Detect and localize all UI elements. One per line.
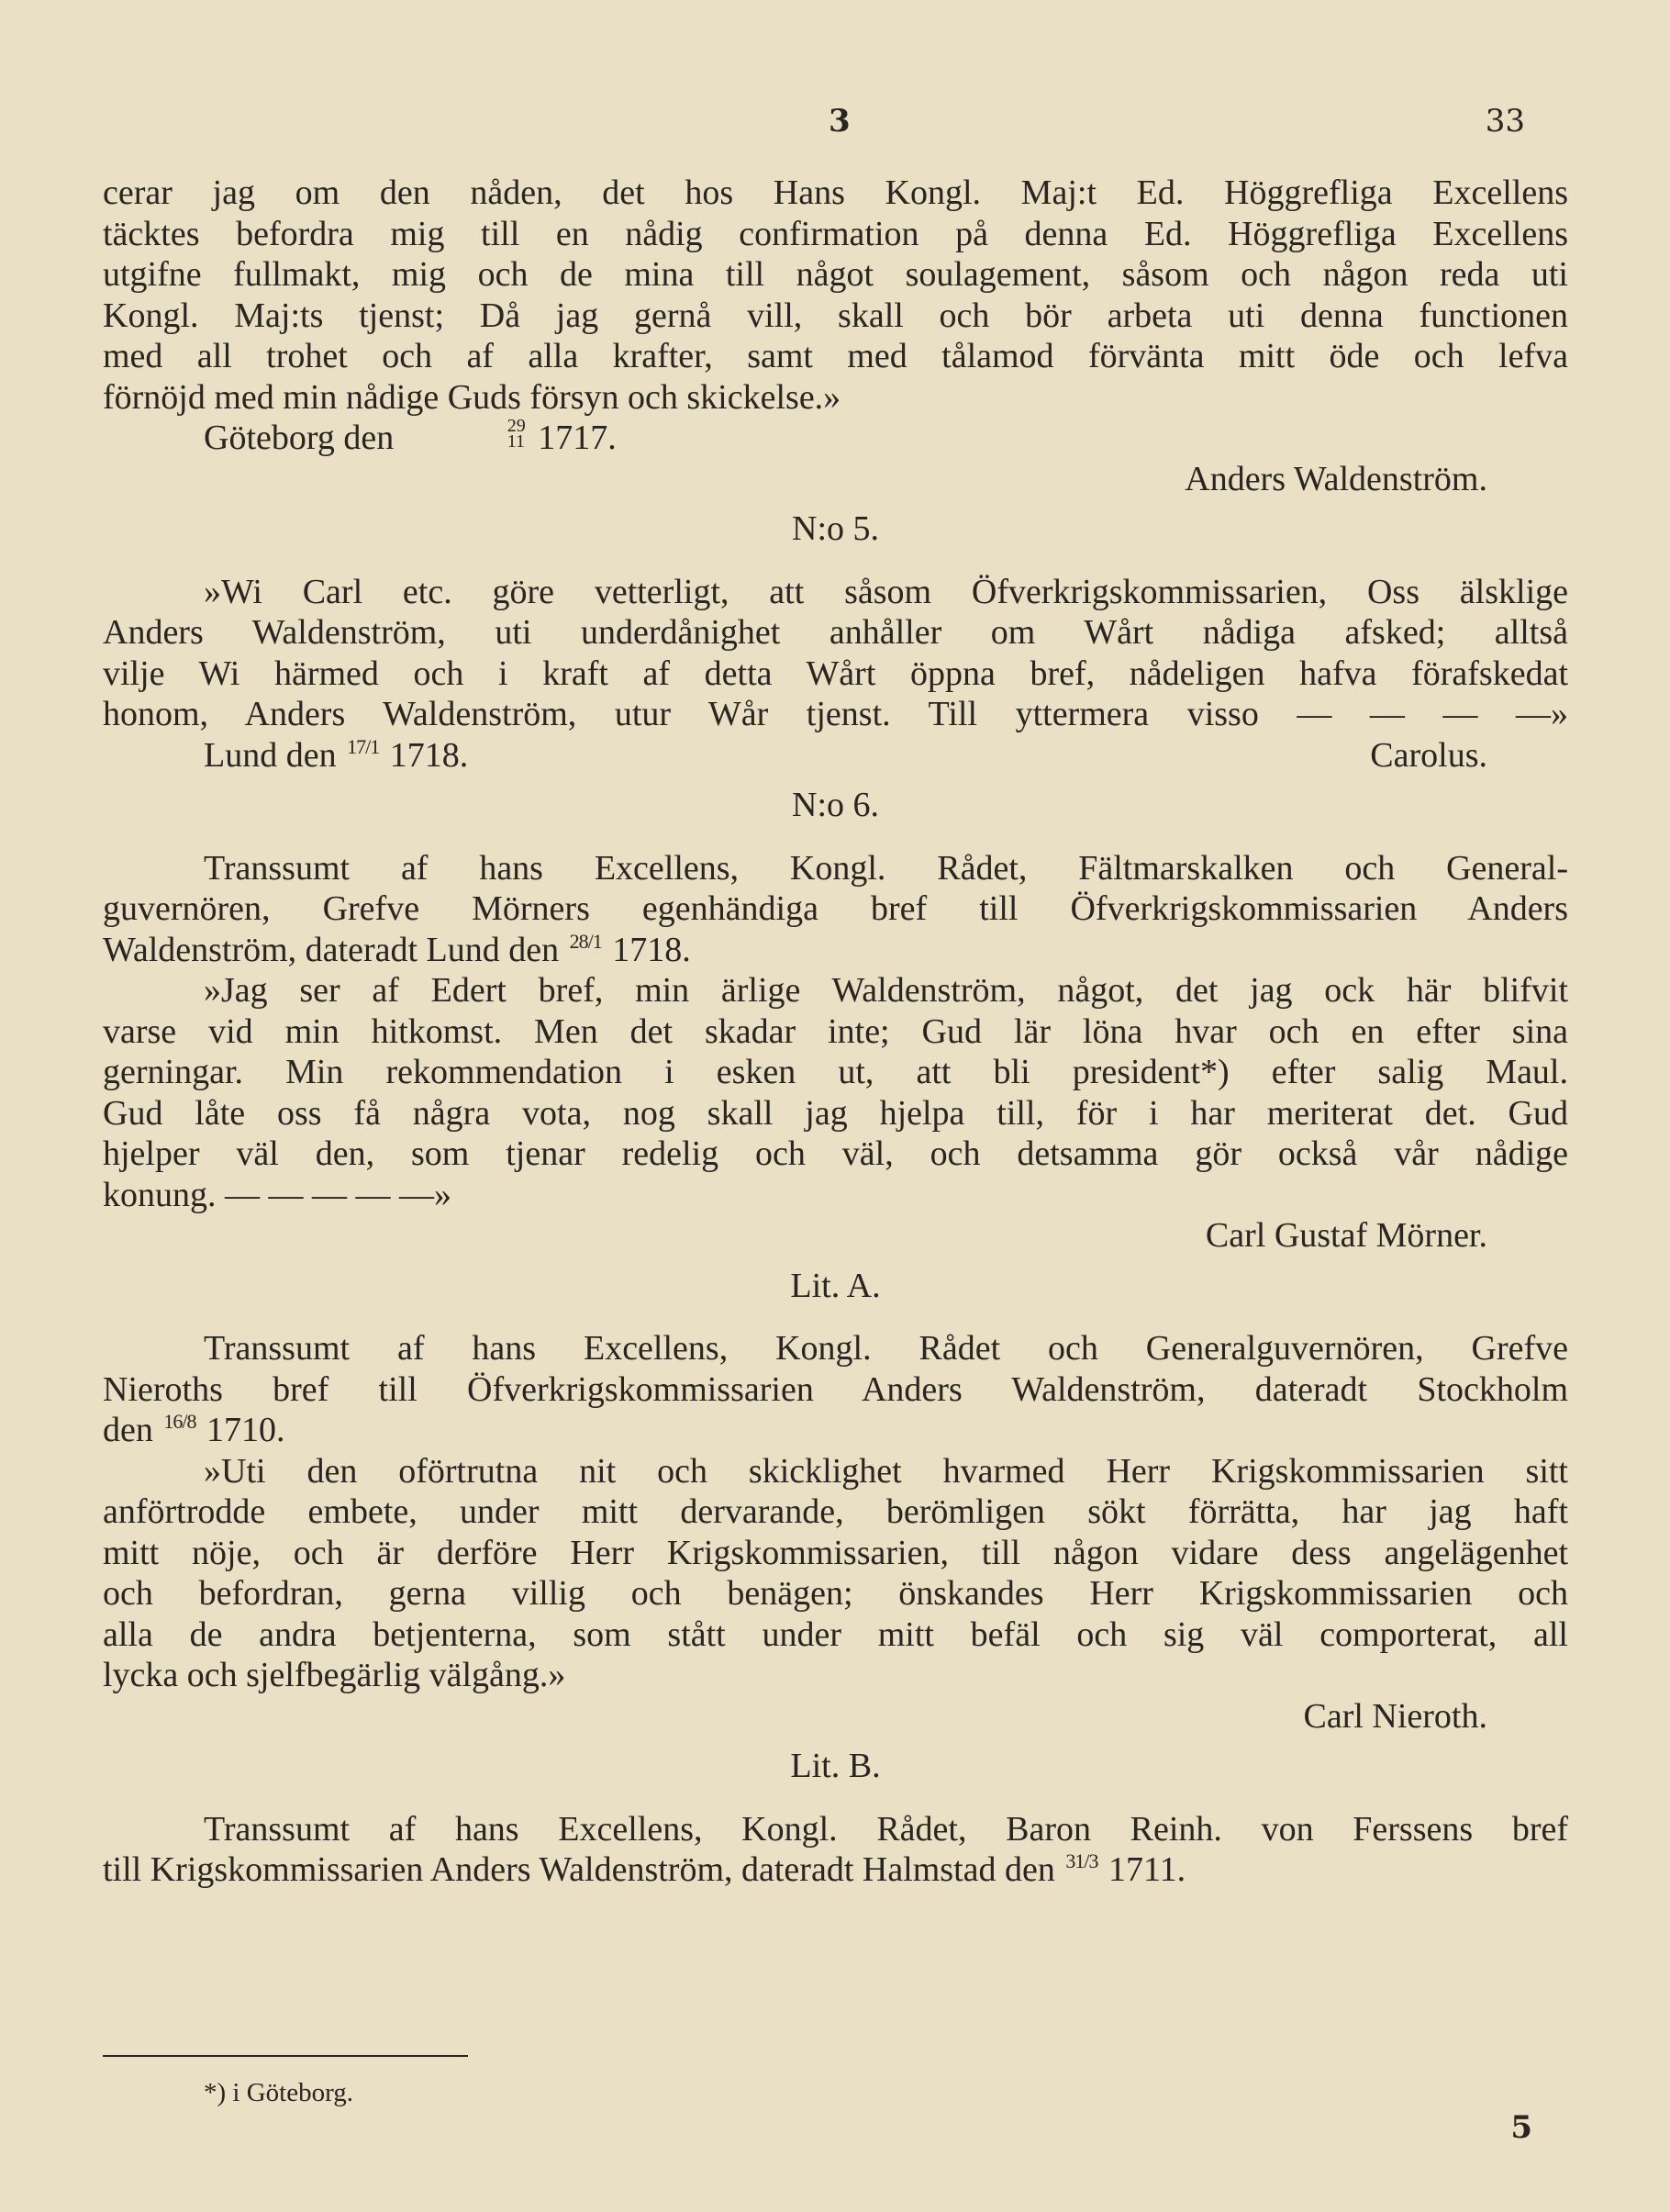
letter-continuation bbox=[103, 173, 1568, 499]
section-lit-a bbox=[103, 1328, 1568, 1737]
text-line: »Jag ser af Edert bref, min ärlige Waldenström, något, det jag ock här blifvit bbox=[204, 971, 1568, 1010]
gathering-mark: 5 bbox=[1510, 2109, 1532, 2146]
text-line: Anders Waldenström, uti underdånighet anhåller om Wårt nådiga afsked; alltså bbox=[103, 613, 1568, 652]
page-number: 33 bbox=[1485, 103, 1525, 140]
date-month: 1 bbox=[370, 734, 380, 758]
date-month: 11 bbox=[507, 431, 525, 452]
dateline bbox=[103, 735, 1568, 776]
text-line: »Wi Carl etc. göre vetterligt, att såsom Öfverkrigskommissarien, Oss älsklige bbox=[204, 572, 1568, 611]
date-day: 29 bbox=[507, 416, 526, 436]
text-line: hjelper väl den, som tjenar redelig och väl, och detsamma gör också vår nådige bbox=[103, 1134, 1568, 1173]
date-month: 8 bbox=[186, 1410, 196, 1433]
text-line: Gud låte oss få några vota, nog skall jag hjelpa till, för i har meriterat det. Gud bbox=[103, 1093, 1568, 1133]
footnote: *) i Göteborg. bbox=[204, 2078, 353, 2107]
text-line: vilje Wi härmed och i kraft af detta Wårt öppna bref, nådeligen hafva förafskedat bbox=[103, 654, 1568, 693]
text-line bbox=[103, 930, 1568, 971]
dateline bbox=[103, 418, 1568, 459]
date-month: 1 bbox=[592, 929, 602, 953]
date-year: 1718. bbox=[612, 930, 691, 969]
dateline-year: 1718. bbox=[389, 735, 469, 775]
body-text bbox=[103, 173, 1568, 1891]
text-line: gerningar. Min rekommendation i esken ut, att bli president*) efter salig Maul. bbox=[103, 1053, 1568, 1091]
section-heading: Lit. B. bbox=[790, 1747, 881, 1785]
text-line bbox=[103, 1410, 1568, 1451]
date-month: 3 bbox=[1088, 1849, 1098, 1872]
date-day: 31 bbox=[1065, 1849, 1085, 1872]
text-line: Transsumt af hans Excellens, Kongl. Rådet, Baron Reinh. von Ferssens bref bbox=[204, 1809, 1568, 1849]
date-day: 17 bbox=[347, 734, 366, 758]
text-line: Transsumt af hans Excellens, Kongl. Rådet och Generalguvernören, Grefve bbox=[204, 1329, 1568, 1368]
text-line: konung. — — — — —» bbox=[103, 1175, 451, 1214]
date-fraction: 17/1 bbox=[347, 734, 380, 758]
signature: Carl Nieroth. bbox=[1303, 1696, 1487, 1736]
date-fraction: 28/1 bbox=[569, 929, 602, 953]
text-line: täcktes befordra mig till en nådig confirmation på denna Ed. Höggrefliga Excellens bbox=[103, 214, 1568, 253]
text-line: cerar jag om den nåden, det hos Hans Kongl. Maj:t Ed. Höggrefliga Excellens bbox=[103, 173, 1568, 212]
intro-text: den bbox=[103, 1411, 153, 1449]
signature: Carolus. bbox=[1370, 735, 1487, 775]
text-line: Nieroths bref till Öfverkrigskommissarien Anders Waldenström, dateradt Stockholm bbox=[103, 1369, 1568, 1409]
signature-mark: 3 bbox=[829, 103, 851, 140]
text-line bbox=[103, 1849, 1568, 1891]
text-line: Kongl. Maj:ts tjenst; Då jag gernå vill, skall och bör arbeta uti denna functionen bbox=[103, 296, 1568, 335]
date-fraction: 31/3 bbox=[1065, 1849, 1098, 1872]
section-heading: N:o 6. bbox=[792, 786, 879, 824]
footnote-rule bbox=[103, 2055, 468, 2057]
text-line: mitt nöje, och är derföre Herr Krigskommissarien, till någon vidare dess angelägenhet bbox=[103, 1533, 1568, 1572]
date-day: 16 bbox=[163, 1410, 183, 1433]
text-line: honom, Anders Waldenström, utur Wår tjenst. Till yttermera visso — — — —» bbox=[103, 695, 1568, 733]
text-line: »Uti den oförtrutna nit och skicklighet hvarmed Herr Krigskommissarien sitt bbox=[204, 1451, 1568, 1491]
section-no5 bbox=[103, 572, 1568, 776]
date-fraction: 16/8 bbox=[163, 1410, 196, 1433]
date-year: 1710. bbox=[206, 1411, 285, 1449]
text-line: varse vid min hitkomst. Men det skadar inte; Gud lär löna hvar och en efter sina bbox=[103, 1011, 1568, 1051]
intro-text: till Krigskommissarien Anders Waldenström, dateradt Halmstad den bbox=[103, 1850, 1055, 1889]
signature: Anders Waldenström. bbox=[1185, 459, 1487, 498]
section-heading: N:o 5. bbox=[792, 509, 879, 548]
date-day: 28 bbox=[569, 929, 588, 953]
date-fraction bbox=[406, 416, 526, 452]
dateline-place: Lund den bbox=[204, 735, 337, 775]
intro-text: Waldenström, dateradt Lund den bbox=[103, 930, 560, 969]
section-lit-b bbox=[103, 1809, 1568, 1891]
text-line: och befordran, gerna villig och benägen; önskandes Herr Krigskommissarien och bbox=[103, 1574, 1568, 1613]
dateline-year: 1717. bbox=[538, 419, 617, 457]
dateline-place: Göteborg den bbox=[204, 419, 395, 457]
section-heading: Lit. A. bbox=[790, 1266, 881, 1305]
text-line: med all trohet och af alla krafter, samt med tålamod förvänta mitt öde och lefva bbox=[103, 337, 1568, 375]
text-line: lycka och sjelfbegärlig välgång.» bbox=[103, 1656, 566, 1694]
text-line: förnöjd med min nådige Guds försyn och skickelse.» bbox=[103, 377, 841, 417]
section-no6 bbox=[103, 848, 1568, 1257]
text-line: anförtrodde embete, under mitt dervarande, berömligen sökt förrätta, har jag haft bbox=[103, 1492, 1568, 1531]
signature: Carl Gustaf Mörner. bbox=[1205, 1216, 1487, 1255]
text-line: Transsumt af hans Excellens, Kongl. Rådet, Fältmarskalken och General- bbox=[204, 848, 1568, 888]
text-line: guvernören, Grefve Mörners egenhändiga bref till Öfverkrigskommissarien Anders bbox=[103, 889, 1568, 928]
text-line: alla de andra betjenterna, som stått under mitt befäl och sig väl comporterat, all bbox=[103, 1614, 1568, 1654]
date-year: 1711. bbox=[1108, 1850, 1186, 1889]
text-line: utgifne fullmakt, mig och de mina till något soulagement, såsom och någon reda uti bbox=[103, 255, 1568, 294]
page-header bbox=[0, 103, 1670, 149]
